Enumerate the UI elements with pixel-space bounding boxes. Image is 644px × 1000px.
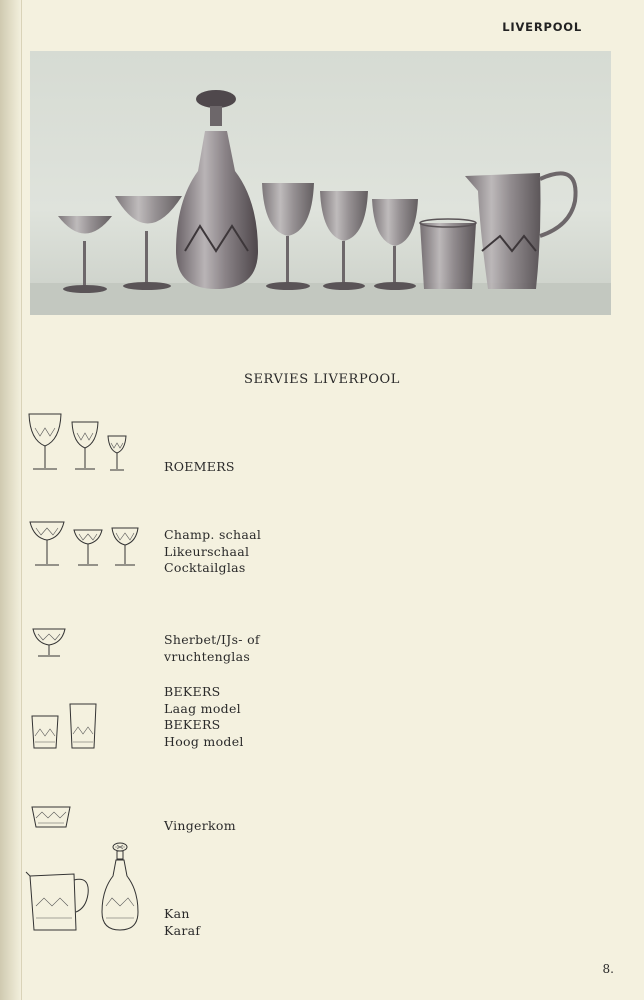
wine-glass-medium-photo (320, 191, 368, 290)
label-bekers-line-3: BEKERS (164, 717, 221, 732)
coupe-glass-small-photo (58, 216, 112, 293)
decanter-photo (176, 90, 258, 289)
cocktail-glass-icon (112, 528, 138, 565)
roemers-drawing (26, 408, 136, 474)
label-roemers-line: ROEMERS (164, 459, 235, 474)
sherbet-glass-icon (33, 629, 65, 656)
label-sherbet (164, 632, 260, 665)
roemer-large-icon (29, 414, 61, 469)
wine-glass-small-photo (372, 199, 418, 290)
label-bekers (164, 684, 244, 750)
spine-edge (21, 0, 22, 1000)
label-vingerkom-line: Vingerkom (164, 818, 236, 833)
roemer-medium-icon (72, 422, 98, 469)
roemer-small-icon (108, 436, 126, 470)
book-spine-shadow (0, 0, 22, 1000)
label-champagne (164, 527, 261, 577)
label-sherbet-line-1: Sherbet/IJs- of (164, 632, 260, 647)
jug-icon (26, 872, 88, 930)
decanter-icon (102, 843, 138, 930)
wine-glass-large-photo (262, 183, 314, 290)
label-bekers-line-4: Hoog model (164, 733, 244, 749)
label-bekers-line-1: BEKERS (164, 684, 221, 699)
kan-karaf-drawing (24, 842, 144, 934)
vingerkom-drawing (30, 804, 74, 832)
page-header-title: LIVERPOOL (502, 20, 582, 34)
label-vingerkom (164, 818, 236, 835)
page-number: 8. (602, 962, 614, 976)
glassware-photo (30, 51, 611, 315)
label-kan-line: Kan (164, 906, 190, 921)
label-champagne-line-2: Likeurschaal (164, 543, 250, 559)
sherbet-drawing (32, 625, 68, 661)
champagne-drawing (28, 518, 144, 570)
section-title: SERVIES LIVERPOOL (243, 372, 401, 387)
liqueur-coupe-icon (74, 530, 102, 565)
tumbler-low-icon (32, 716, 58, 748)
label-sherbet-line-2: vruchtenglas (164, 648, 251, 664)
tumbler-high-icon (70, 704, 96, 748)
bekers-drawing (30, 702, 102, 754)
label-champagne-line-1: Champ. schaal (164, 527, 262, 542)
jug-photo (465, 173, 576, 289)
label-roemers (164, 459, 235, 476)
champagne-coupe-photo (115, 196, 182, 290)
label-kan-karaf (164, 906, 200, 939)
label-champagne-line-3: Cocktailglas (164, 560, 246, 575)
label-bekers-line-2: Laag model (164, 700, 241, 716)
tumbler-photo (420, 219, 476, 289)
label-karaf-line: Karaf (164, 922, 201, 938)
finger-bowl-icon (32, 807, 70, 827)
champagne-coupe-icon (30, 522, 64, 565)
